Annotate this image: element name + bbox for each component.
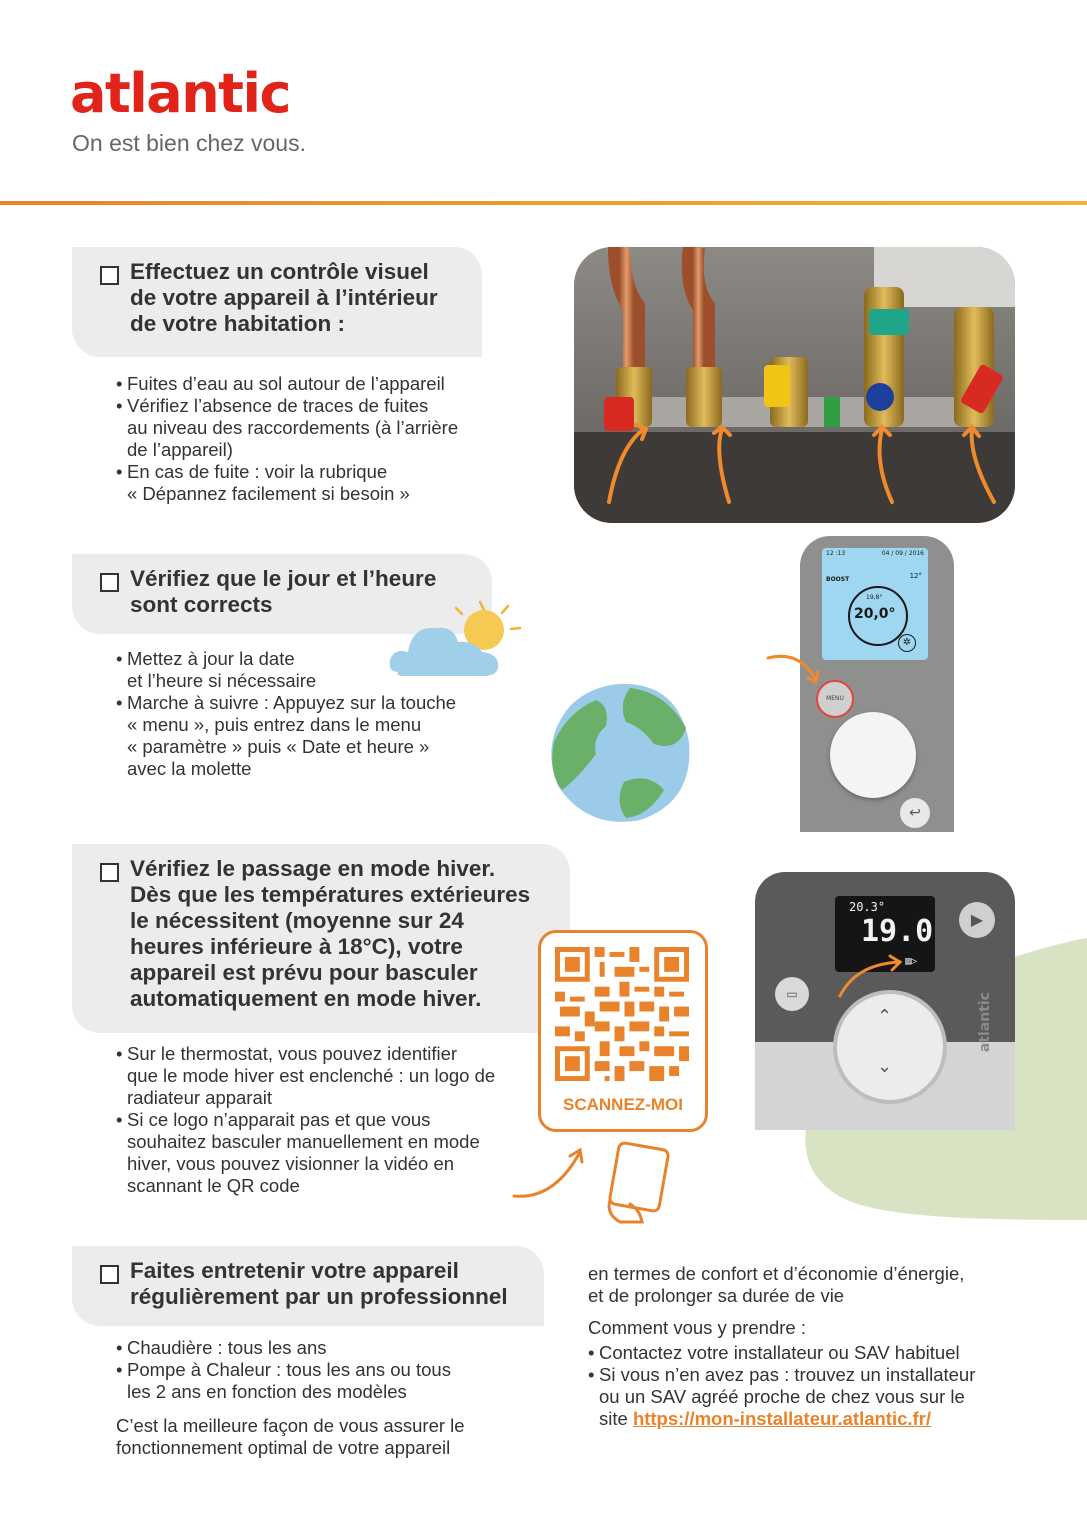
arrow-to-display-icon — [836, 950, 906, 1000]
list-item: • Si vous n’en avez pas : trouvez un installateur — [588, 1364, 975, 1386]
list-item: • Sur le thermostat, vous pouvez identifier — [116, 1043, 495, 1065]
section-4-right-text: en termes de confort et d’économie d’énergie, et de prolonger sa durée de vie — [588, 1263, 965, 1306]
section-1-title-box — [72, 247, 482, 357]
list-item: • Marche à suivre : Appuyez sur la touche — [116, 692, 456, 714]
phone-hand-icon — [510, 1140, 670, 1225]
section-4-title: Faites entretenir votre appareil régulièrement par un professionnel — [130, 1258, 508, 1309]
arrow-to-menu-icon — [766, 650, 826, 690]
section-3-title: Vérifiez le passage en mode hiver. Dès que les températures extérieures le nécessitent (moyenne sur 24 heures inférieure à 18°C), votre appareil est prévu pour basculer automatiquement en mode hiver. — [130, 856, 531, 1011]
list-item: • Contactez votre installateur ou SAV habituel — [588, 1342, 975, 1364]
back-button[interactable]: ↩ — [900, 798, 930, 828]
list-item: • Chaudière : tous les ans — [116, 1337, 451, 1359]
how-label: Comment vous y prendre : — [588, 1317, 806, 1338]
qr-code-card[interactable] — [538, 930, 708, 1132]
list-item: • Mettez à jour la date — [116, 648, 456, 670]
play-button[interactable]: ▶ — [959, 902, 995, 938]
thermostat-winter-photo — [755, 872, 1015, 1130]
list-item: • Fuites d’eau au sol autour de l’appareil — [116, 373, 458, 395]
section-4-title-box — [72, 1246, 544, 1326]
section-1-checkbox[interactable] — [100, 266, 119, 285]
thermostat-screen: 12 :13 04 / 09 / 2016 BOOST 12° 19,8° 20,0° ✲ — [822, 548, 928, 660]
brand-logo: atlantic — [70, 62, 290, 125]
header-divider — [0, 201, 1087, 205]
section-4-paragraph: C’est la meilleure façon de vous assurer le fonctionnement optimal de votre appareil — [116, 1415, 465, 1458]
thermostat-dial[interactable] — [830, 712, 916, 798]
side-button[interactable]: ▭ — [775, 977, 809, 1011]
section-1-bullets: • Fuites d’eau au sol autour de l’appareil • Vérifiez l’absence de traces de fuites au niveau des raccordements (à l’arrière de l’appareil) • En cas de fuite : voir la rubrique « Dépannez facilement si besoin » — [116, 373, 458, 505]
section-2-bullets: • Mettez à jour la date et l’heure si nécessaire • Marche à suivre : Appuyez sur la touche « menu », puis entrez dans le menu « paramètre » puis « Date et heure » avec la molette — [116, 648, 456, 780]
section-3-bullets: • Sur le thermostat, vous pouvez identifier que le mode hiver est enclenché : un logo de radiateur apparait • Si ce logo n’apparait pas et que vous souhaitez basculer manuellement en mode hiver, vous pouvez visionner la vidéo en scannant le QR code — [116, 1043, 495, 1197]
qr-scan-label: SCANNEZ-MOI — [563, 1095, 683, 1114]
installer-link[interactable]: https://mon-installateur.atlantic.fr/ — [632, 1408, 932, 1429]
boiler-pipes-photo — [574, 247, 1015, 523]
menu-button[interactable]: MENU — [816, 680, 854, 718]
section-4-checkbox[interactable] — [100, 1265, 119, 1284]
list-item: • Si ce logo n’apparait pas et que vous — [116, 1109, 495, 1131]
section-3-checkbox[interactable] — [100, 863, 119, 882]
qr-code[interactable] — [555, 947, 689, 1081]
how-bullets: • Contactez votre installateur ou SAV habituel • Si vous n’en avez pas : trouvez un installateur ou un SAV agréé proche de chez vous sur le site https://mon-installateur.atlantic.fr/ — [588, 1342, 975, 1430]
chevron-up-icon[interactable]: ⌃ — [877, 1006, 893, 1027]
thermostat-display: 20.3° 19.0 ▥▷ — [835, 896, 935, 972]
list-item: • En cas de fuite : voir la rubrique — [116, 461, 458, 483]
brand-vertical-label: atlantic — [977, 992, 993, 1053]
brand-tagline: On est bien chez vous. — [72, 130, 306, 156]
globe-icon — [548, 682, 692, 824]
sun-icon: ✲ — [898, 634, 916, 652]
section-2-checkbox[interactable] — [100, 573, 119, 592]
radiator-icon: ▥▷ — [905, 956, 918, 967]
list-item: • Pompe à Chaleur : tous les ans ou tous — [116, 1359, 451, 1381]
section-1-title: Effectuez un contrôle visuel de votre appareil à l’intérieur de votre habitation : — [130, 259, 438, 336]
chevron-down-icon[interactable]: ⌄ — [877, 1056, 893, 1077]
section-3-title-box — [72, 844, 570, 1033]
section-4-bullets: • Chaudière : tous les ans • Pompe à Chaleur : tous les ans ou tous les 2 ans en fonction des modèles — [116, 1337, 451, 1403]
list-item: • Vérifiez l’absence de traces de fuites — [116, 395, 458, 417]
section-2-title: Vérifiez que le jour et l’heure sont corrects — [130, 566, 437, 617]
